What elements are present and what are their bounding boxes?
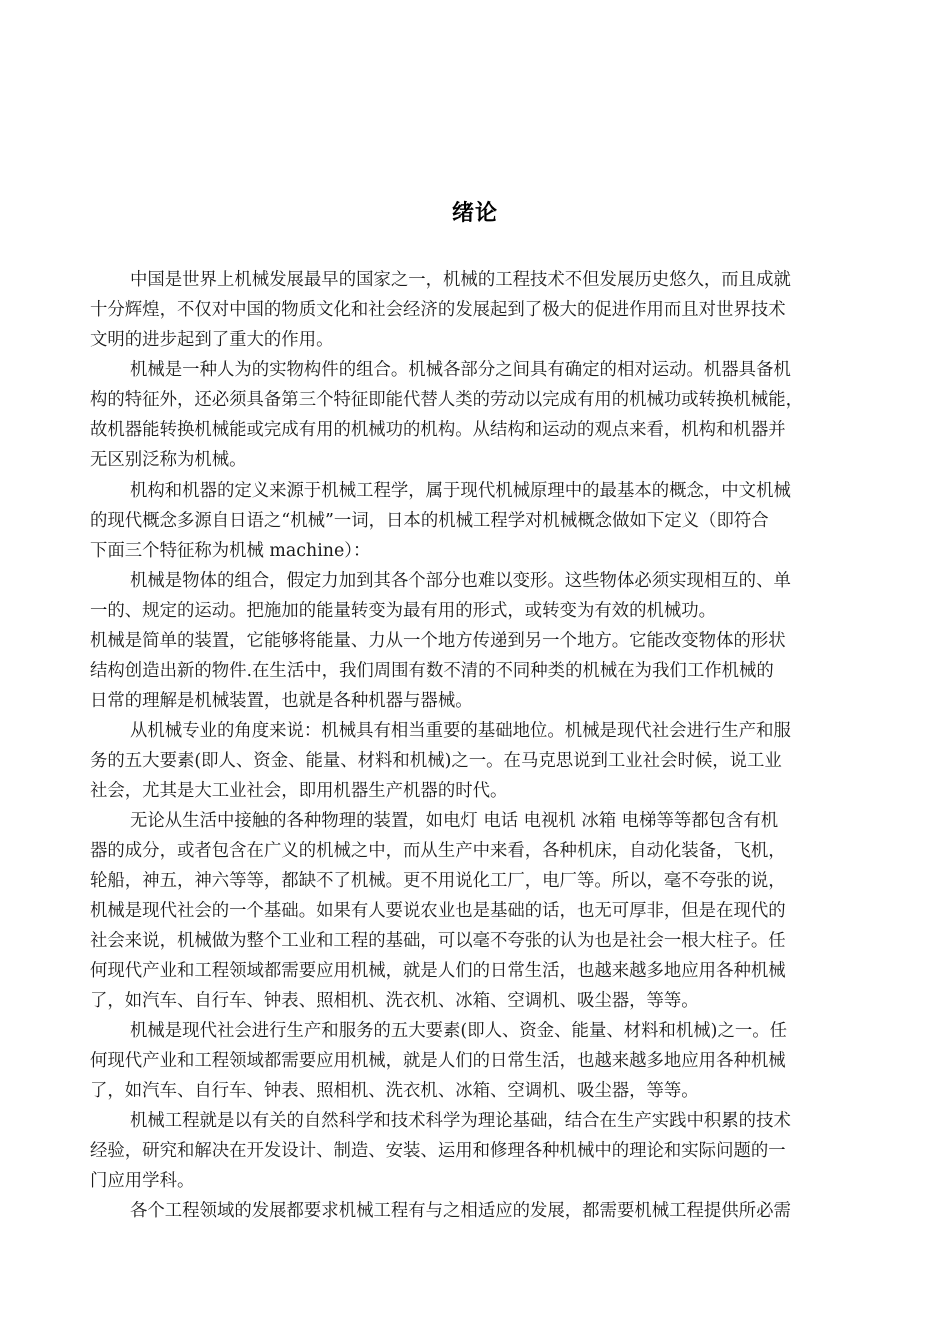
text-line: 机械是简单的装置，它能够将能量、力从一个地方传递到另一个地方。它能改变物体的形状 bbox=[90, 631, 786, 651]
text-line: 机械是现代社会的一个基础。如果有人要说农业也是基础的话，也无可厚非，但是在现代的 bbox=[90, 901, 786, 921]
text-line: 机构和机器的定义来源于机械工程学，属于现代机械原理中的最基本的概念，中文机械 bbox=[130, 481, 791, 501]
text-line: 各个工程领域的发展都要求机械工程有与之相适应的发展，都需要机械工程提供所必需 bbox=[130, 1201, 791, 1221]
text-line: 文明的进步起到了重大的作用。 bbox=[90, 330, 334, 350]
text-line: 何现代产业和工程领域都需要应用机械，就是人们的日常生活，也越来越多地应用各种机械 bbox=[90, 1051, 786, 1071]
text-line: 机械是物体的组合，假定力加到其各个部分也难以变形。这些物体必须实现相互的、单 bbox=[130, 571, 791, 591]
text-line: 轮船，神五，神六等等，都缺不了机械。更不用说化工厂，电厂等。所以，毫不夸张的说， bbox=[90, 871, 786, 891]
text-line: 器的成分，或者包含在广义的机械之中，而从生产中来看，各种机床，自动化装备，飞机， bbox=[90, 841, 786, 861]
text-line: 机械工程就是以有关的自然科学和技术科学为理论基础，结合在生产实践中积累的技术 bbox=[130, 1111, 791, 1131]
text-line: 机械是一种人为的实物构件的组合。机械各部分之间具有确定的相对运动。机器具备机 bbox=[130, 360, 791, 380]
text-line: 结构创造出新的物件.在生活中，我们周围有数不清的不同种类的机械在为我们工作机械的 bbox=[90, 661, 774, 681]
text-line: 中国是世界上机械发展最早的国家之一，机械的工程技术不但发展历史悠久，而且成就 bbox=[130, 270, 791, 290]
text-line: 了，如汽车、自行车、钟表、照相机、洗衣机、冰箱、空调机、吸尘器，等等。 bbox=[90, 991, 699, 1011]
text-line: 了，如汽车、自行车、钟表、照相机、洗衣机、冰箱、空调机、吸尘器，等等。 bbox=[90, 1081, 699, 1101]
text-line: 十分辉煌，不仅对中国的物质文化和社会经济的发展起到了极大的促进作用而且对世界技术 bbox=[90, 300, 786, 320]
text-line: 构的特征外，还必须具备第三个特征即能代替人类的劳动以完成有用的机械功或转换机械能， bbox=[90, 390, 804, 410]
text-line: 无论从生活中接触的各种物理的装置，如电灯 电话 电视机 冰箱 电梯等等都包含有机 bbox=[130, 811, 779, 831]
text-line: 社会来说，机械做为整个工业和工程的基础，可以毫不夸张的认为也是社会一根大柱子。任 bbox=[90, 931, 786, 951]
text-line: 务的五大要素(即人、资金、能量、材料和机械)之一。在马克思说到工业社会时候，说工业 bbox=[90, 751, 782, 771]
text-line: 经验，研究和解决在开发设计、制造、安装、运用和修理各种机械中的理论和实际问题的一 bbox=[90, 1141, 786, 1161]
text-line: 故机器能转换机械能或完成有用的机械功的机构。从结构和运动的观点来看，机构和机器并 bbox=[90, 420, 786, 440]
text-line: 从机械专业的角度来说：机械具有相当重要的基础地位。机械是现代社会进行生产和服 bbox=[130, 721, 791, 741]
text-line: 日常的理解是机械装置，也就是各种机器与器械。 bbox=[90, 691, 473, 711]
page-title: 绪论 bbox=[451, 201, 498, 226]
text-line: 下面三个特征称为机械 machine）： bbox=[90, 541, 371, 561]
text-line: 社会，尤其是大工业社会，即用机器生产机器的时代。 bbox=[90, 781, 508, 801]
text-line: 一的、规定的运动。把施加的能量转变为最有用的形式，或转变为有效的机械功。 bbox=[90, 601, 717, 621]
text-line: 机械是现代社会进行生产和服务的五大要素(即人、资金、能量、材料和机械)之一。任 bbox=[130, 1021, 788, 1041]
text-line: 何现代产业和工程领域都需要应用机械，就是人们的日常生活，也越来越多地应用各种机械 bbox=[90, 961, 786, 981]
text-line: 门应用学科。 bbox=[90, 1171, 195, 1191]
text-line: 无区别泛称为机械。 bbox=[90, 450, 247, 470]
text-line: 的现代概念多源自日语之“机械”一词，日本的机械工程学对机械概念做如下定义（即符合 bbox=[90, 511, 769, 531]
